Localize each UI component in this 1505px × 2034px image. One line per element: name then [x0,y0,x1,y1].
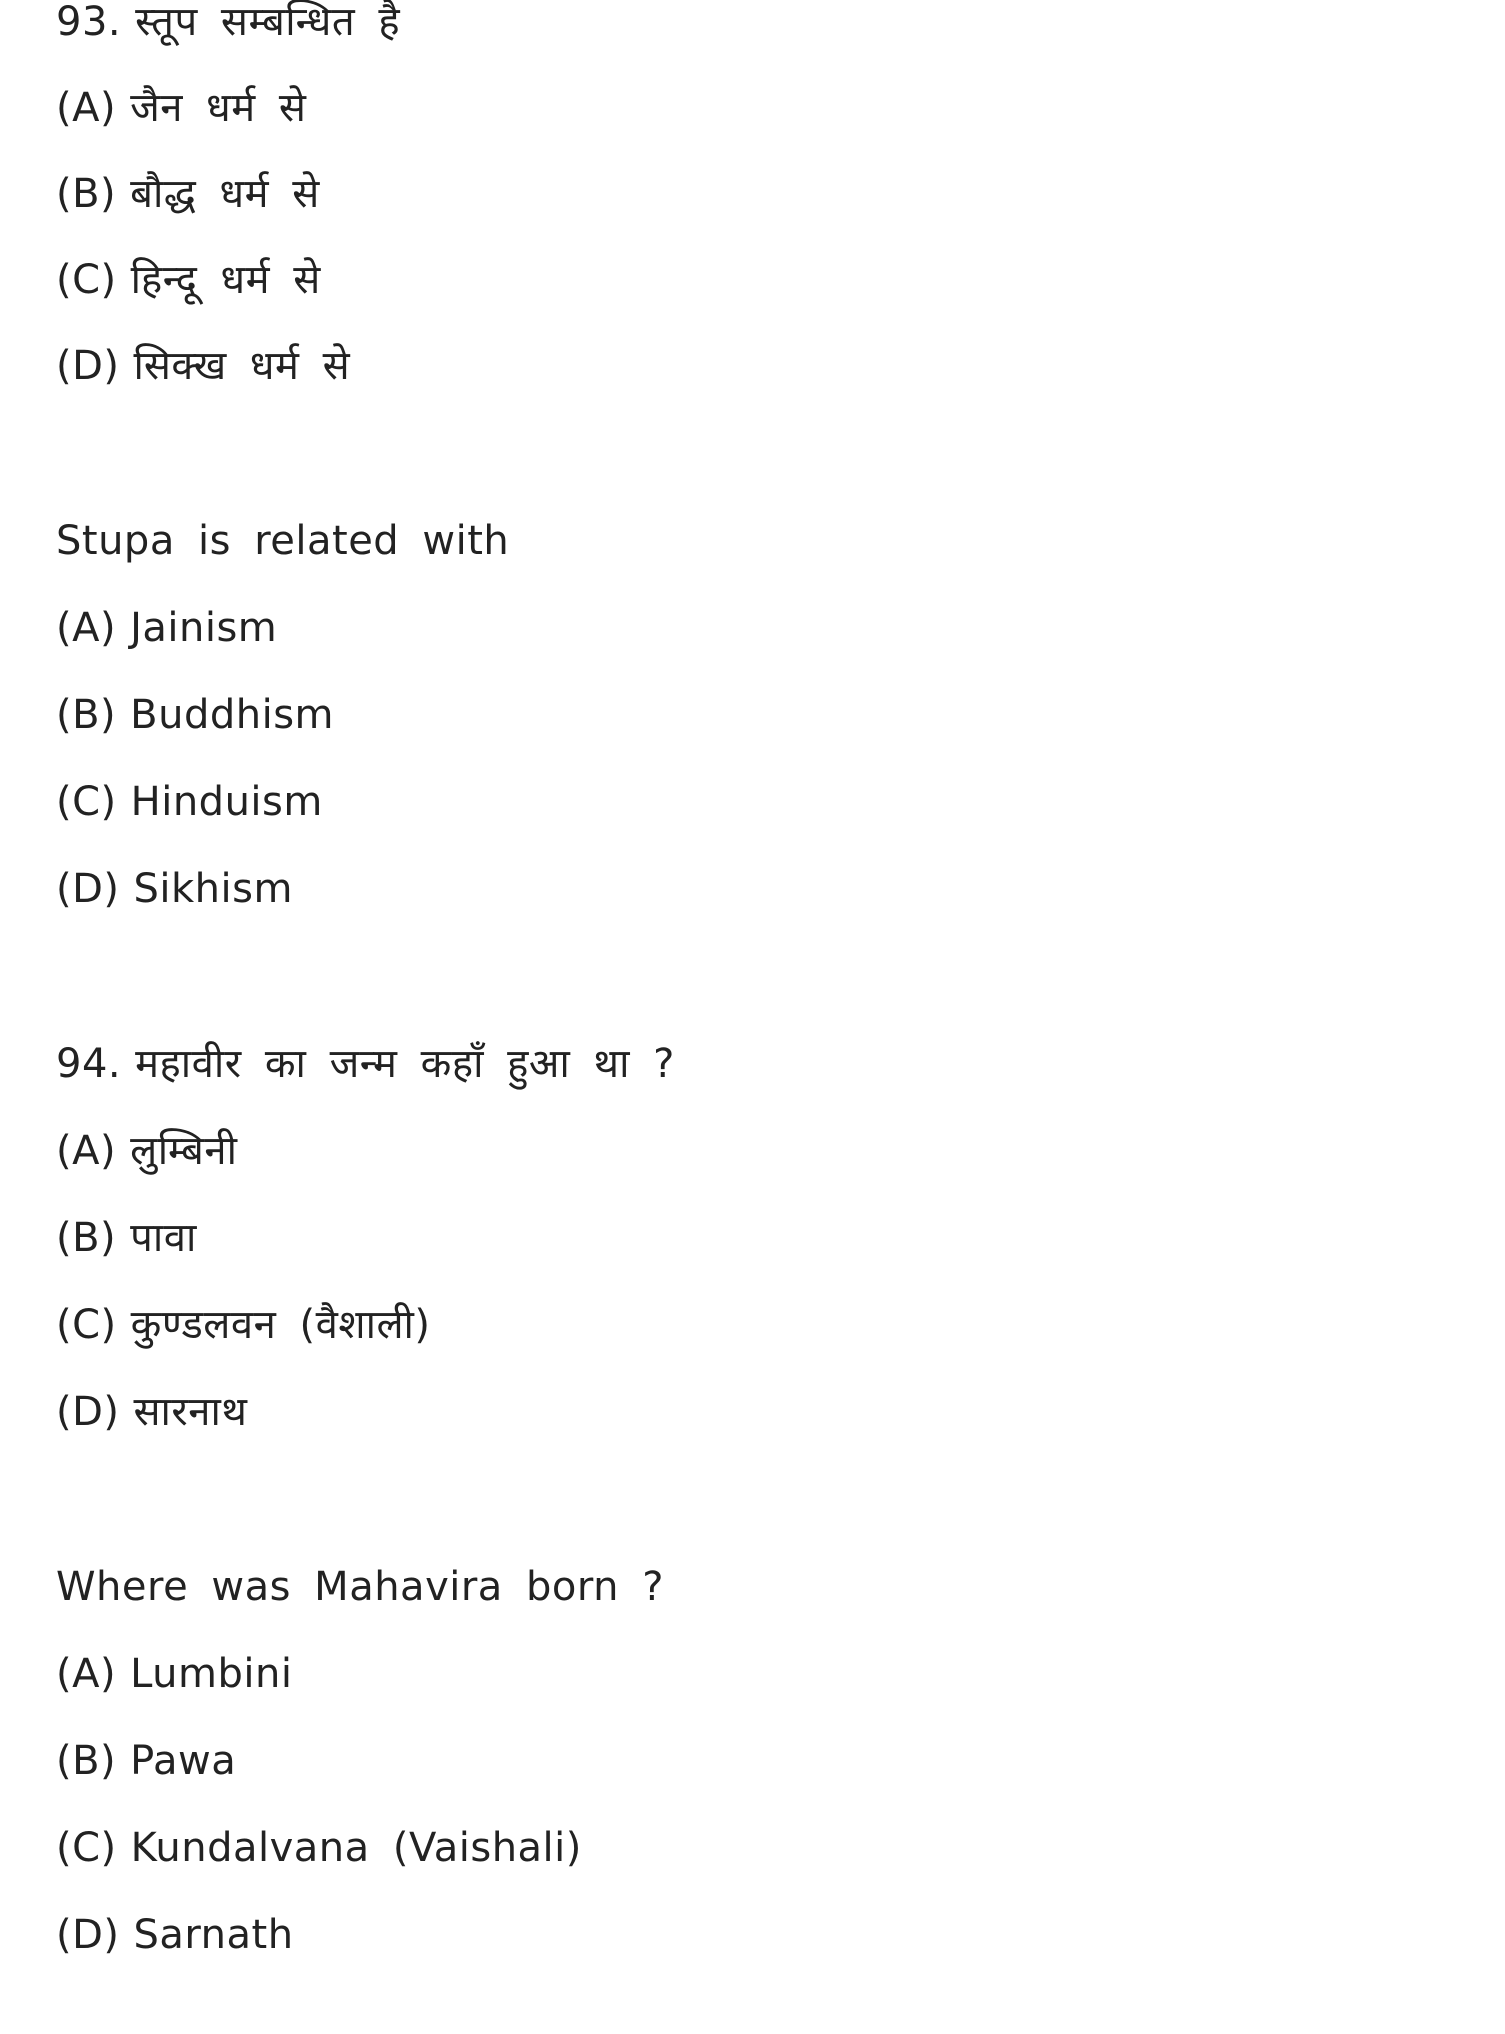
option-letter: (C) [56,1825,117,1871]
option-text: लुम्बिनी [130,1128,238,1174]
option-text: सिक्ख धर्म से [133,343,351,389]
option-b-hindi [56,1210,197,1266]
option-letter: (C) [56,1302,117,1348]
question-number: 93. [56,0,122,45]
option-a-hindi [56,1123,237,1179]
question-93-hindi [56,0,400,50]
option-letter: (A) [56,1128,117,1174]
option-text: Sarnath [133,1912,294,1958]
option-letter: (B) [56,1215,117,1261]
question-94-english [56,1559,664,1615]
option-letter: (B) [56,1738,117,1784]
option-c-hindi [56,1297,431,1353]
option-text: पावा [130,1215,197,1261]
option-letter: (A) [56,605,117,651]
question-94-hindi [56,1036,675,1092]
option-text: Hinduism [130,779,323,825]
option-text: जैन धर्म से [130,85,307,131]
option-c-english [56,774,323,830]
question-text: Stupa is related with [56,518,510,564]
option-text: Kundalvana (Vaishali) [130,1825,582,1871]
option-letter: (A) [56,85,117,131]
question-93-english [56,513,509,569]
option-a-english [56,1646,292,1702]
option-text: Jainism [130,605,278,651]
option-letter: (D) [56,866,120,912]
option-a-hindi [56,80,306,136]
option-letter: (D) [56,1389,120,1435]
option-d-english [56,1907,294,1963]
question-text: Where was Mahavira born ? [56,1564,664,1610]
option-letter: (A) [56,1651,117,1697]
option-b-hindi [56,166,320,222]
option-b-english [56,1733,236,1789]
option-d-hindi [56,1384,247,1440]
option-text: सारनाथ [133,1389,248,1435]
option-letter: (C) [56,257,117,303]
option-c-hindi [56,252,321,308]
option-text: Lumbini [130,1651,293,1697]
option-text: हिन्दू धर्म से [130,257,321,303]
option-text: Pawa [130,1738,237,1784]
option-text: बौद्ध धर्म से [130,171,320,217]
option-b-english [56,687,334,743]
option-d-english [56,861,293,917]
question-text: महावीर का जन्म कहाँ हुआ था ? [135,1041,675,1087]
option-a-english [56,600,277,656]
option-letter: (B) [56,171,117,217]
option-c-english [56,1820,582,1876]
option-letter: (C) [56,779,117,825]
question-number: 94. [56,1041,122,1087]
option-text: Buddhism [130,692,334,738]
question-text: स्तूप सम्बन्धित है [135,0,401,45]
option-text: कुण्डलवन (वैशाली) [130,1302,431,1348]
option-text: Sikhism [133,866,293,912]
option-d-hindi [56,338,350,394]
option-letter: (B) [56,692,117,738]
option-letter: (D) [56,1912,120,1958]
option-letter: (D) [56,343,120,389]
